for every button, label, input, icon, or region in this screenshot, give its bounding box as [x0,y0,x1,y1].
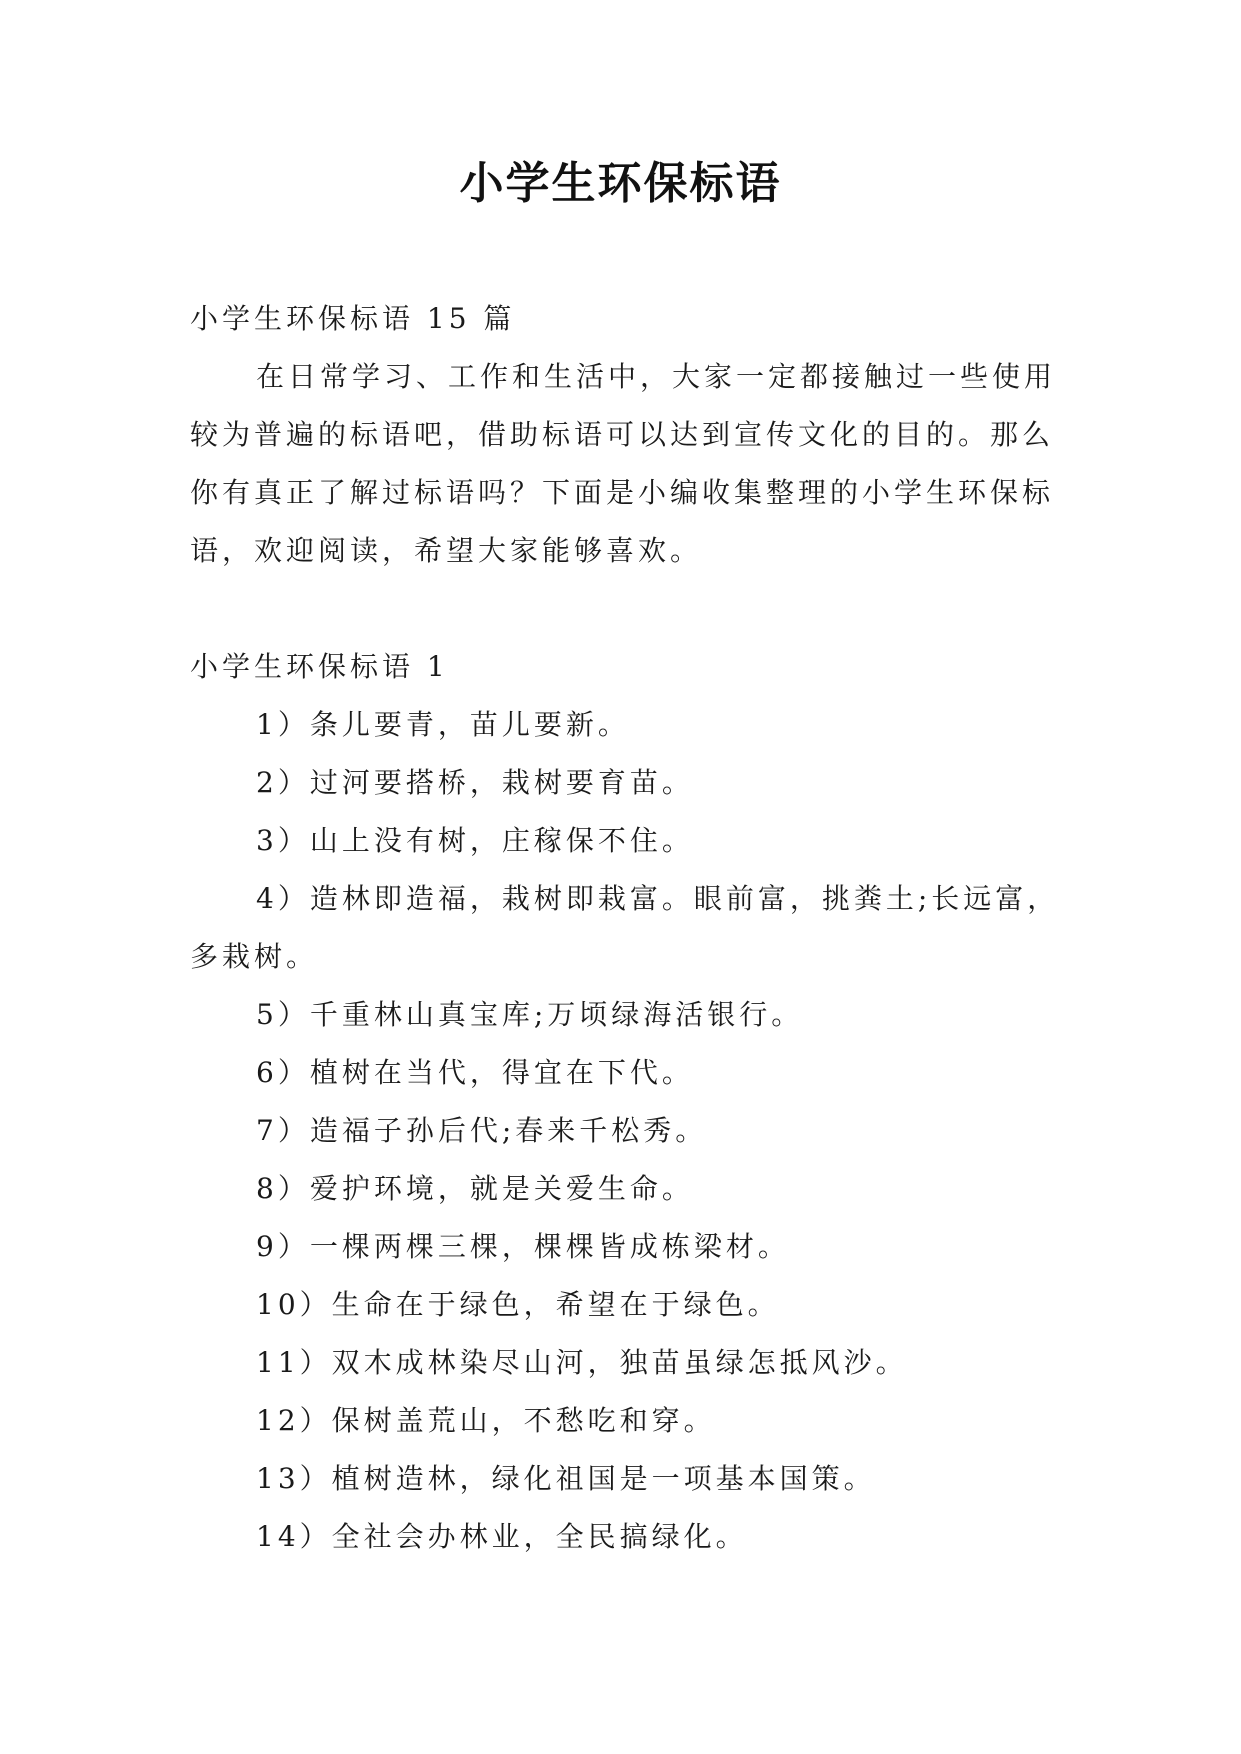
intro-paragraph: 在日常学习、工作和生活中，大家一定都接触过一些使用较为普遍的标语吧，借助标语可以达到宣传文化的目的。那么你有真正了解过标语吗？下面是小编收集整理的小学生环保标语，欢迎阅读，希望大家能够喜欢。 [190,360,1057,567]
slogan-item: 5）千重林山真宝库;万顷绿海活银行。 [256,998,804,1031]
slogan-item: 8）爱护环境，就是关爱生命。 [256,1172,694,1205]
slogan-item: 9）一棵两棵三棵，棵棵皆成栋梁材。 [256,1230,790,1263]
document-body [190,290,1070,1566]
slogan-item: 1）条儿要青，苗儿要新。 [256,708,630,741]
slogan-item: 3）山上没有树，庄稼保不住。 [256,824,694,857]
slogan-item: 13）植树造林，绿化祖国是一项基本国策。 [256,1462,876,1495]
slogan-item: 7）造福子孙后代;春来千松秀。 [256,1114,708,1147]
section-heading: 小学生环保标语 1 [190,650,449,683]
document-subtitle: 小学生环保标语 15 篇 [190,302,516,335]
slogan-item: 12）保树盖荒山，不愁吃和穿。 [256,1404,716,1437]
document-title: 小学生环保标语 [459,158,782,209]
slogan-item: 6）植树在当代，得宜在下代。 [256,1056,694,1089]
slogan-item: 10）生命在于绿色，希望在于绿色。 [256,1288,780,1321]
slogan-item: 14）全社会办林业，全民搞绿化。 [256,1520,748,1553]
paragraph-spacer [190,580,1070,638]
slogan-item: 2）过河要搭桥，栽树要育苗。 [256,766,694,799]
slogan-item: 4）造林即造福，栽树即栽富。眼前富，挑粪土;长远富，多栽树。 [190,882,1060,973]
slogan-item: 11）双木成林染尽山河，独苗虽绿怎抵风沙。 [256,1346,908,1379]
